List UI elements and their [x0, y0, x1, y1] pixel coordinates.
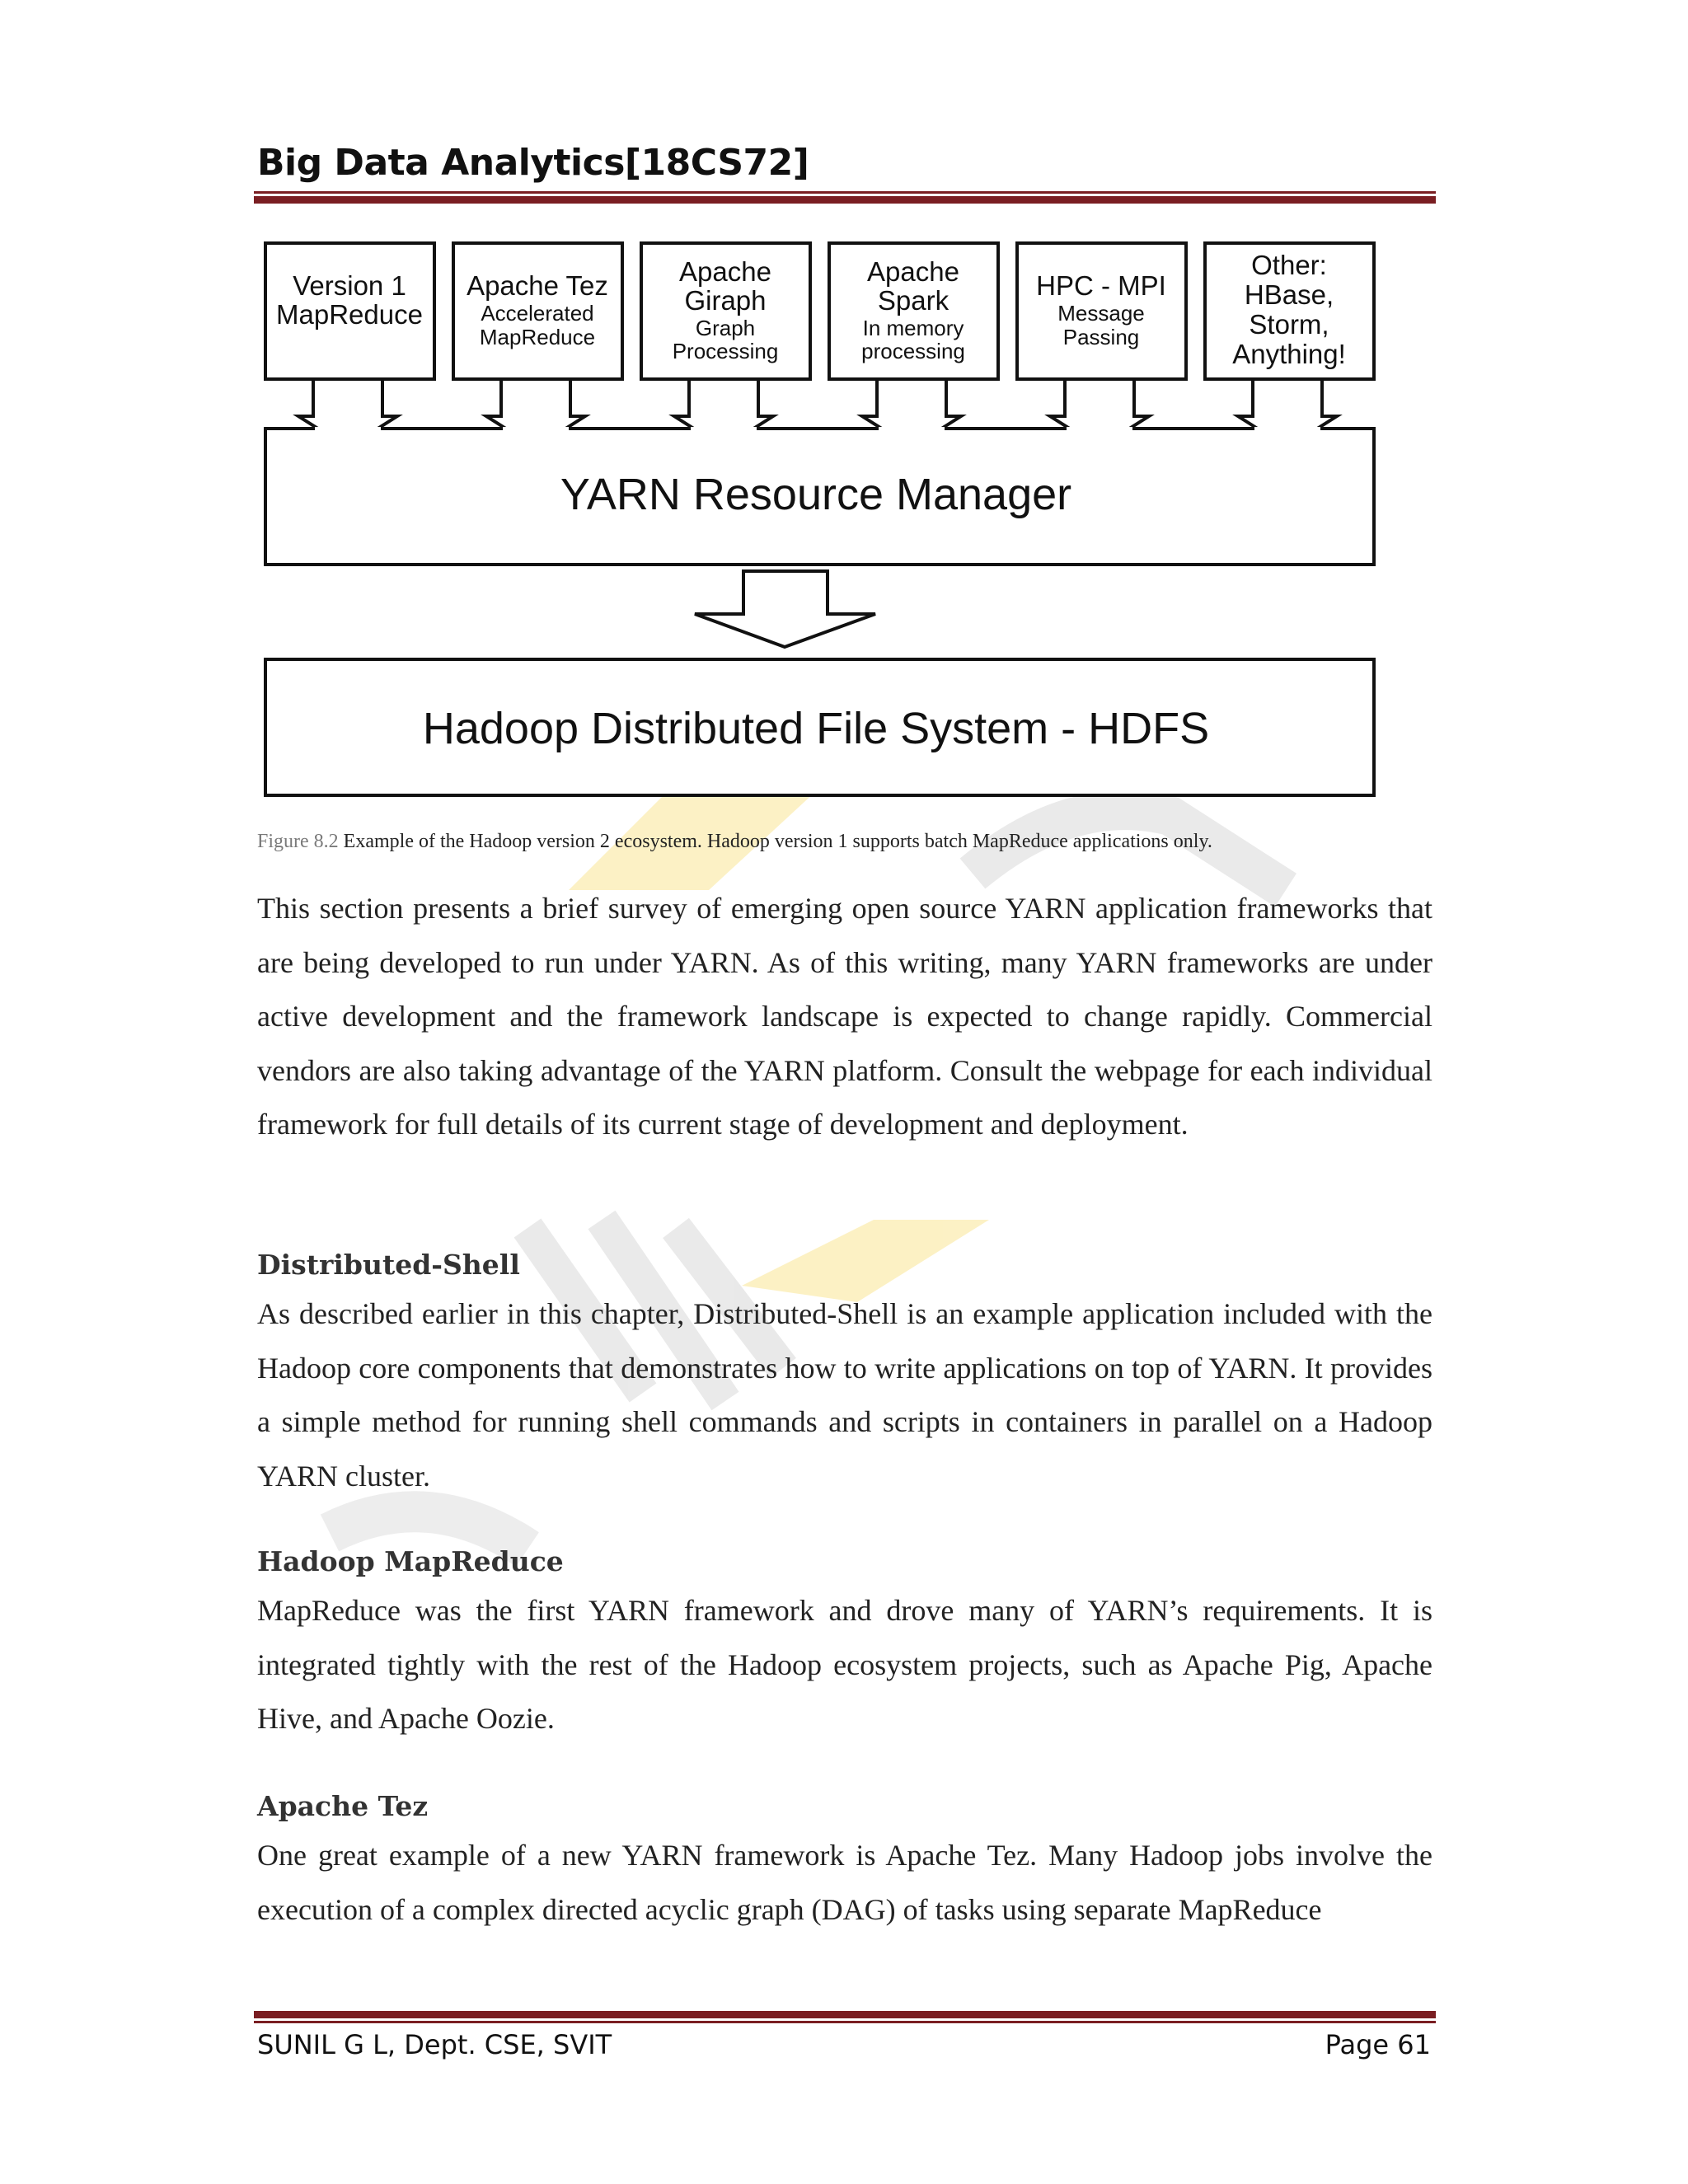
framework-3-line1: Apache [679, 256, 771, 287]
framework-2-line1: Apache Tez [467, 270, 608, 301]
framework-4-line1: Apache [867, 256, 959, 287]
watermark-gray-arc-lower [330, 1511, 528, 1549]
section-body-distributed-shell: As described earlier in this chapter, Distributed-Shell is an example application included with the Hadoop core components that demonstrates how to write applications on top of YARN. It provides a simple method for running shell commands and scripts in containers in parallel on a Hadoop YARN cluster. [257, 1297, 1432, 1493]
yarn-resource-manager-label: YARN Resource Manager [560, 470, 1072, 519]
intro-paragraph: This section presents a brief survey of emerging open source YARN application frameworks that are being developed to run under YARN. As of this writing, many YARN frameworks are under active development and the framework landscape is expected to change rapidly. Commercial vendors are also taking advantage of the YARN platform. Consult the webpage for each individual framework for full details of its current stage of development and deployment. [257, 892, 1432, 1141]
framework-5-line2: Message [1057, 301, 1145, 326]
section-heading-hadoop-mapreduce: Hadoop MapReduce [257, 1545, 564, 1577]
framework-3-line2: Giraph [684, 285, 767, 316]
framework-2-line2: Accelerated [481, 301, 594, 326]
footer-page-number: Page 61 [1325, 2029, 1431, 2060]
footer-rule [254, 2011, 1436, 2023]
yarn-ecosystem-diagram [247, 235, 1385, 804]
framework-2-line3: MapReduce [479, 325, 596, 349]
framework-6-line3: Storm, [1249, 309, 1329, 340]
framework-6-line2: HBase, [1244, 279, 1334, 310]
footer-author: SUNIL G L, Dept. CSE, SVIT [257, 2029, 612, 2060]
section-body-hadoop-mapreduce: MapReduce was the first YARN framework and drove many of YARN’s requirements. It is integrated tightly with the rest of the Hadoop ecosystem projects, such as Apache Pig, Apache Hive, and Apache Oozie. [257, 1594, 1432, 1735]
yarn-to-hdfs-arrow [695, 571, 875, 647]
framework-4-line2: Spark [877, 285, 950, 316]
figure-label: Figure 8.2 [257, 831, 339, 852]
framework-5-line1: HPC - MPI [1036, 270, 1166, 301]
framework-6-line1: Other: [1251, 250, 1327, 280]
hdfs-label: Hadoop Distributed File System - HDFS [422, 704, 1210, 753]
section-heading-distributed-shell: Distributed-Shell [257, 1249, 520, 1281]
framework-6-line4: Anything! [1232, 339, 1346, 369]
figure-caption-text: Example of the Hadoop version 2 ecosystem. Hadoop version 1 supports batch MapReduce applications only. [343, 831, 1212, 852]
framework-1-line1: Version 1 [293, 270, 406, 301]
framework-4-line4: processing [861, 339, 965, 363]
framework-4-line3: In memory [862, 316, 964, 340]
section-body-apache-tez: One great example of a new YARN framework is Apache Tez. Many Hadoop jobs involve the execution of a complex directed acyclic graph (DAG) of tasks using separate MapReduce [257, 1839, 1432, 1926]
page-header-title: Big Data Analytics[18CS72] [257, 142, 809, 184]
figure-caption [257, 831, 1212, 853]
section-heading-apache-tez: Apache Tez [257, 1790, 429, 1822]
framework-5-line3: Passing [1062, 325, 1140, 349]
header-rule [254, 191, 1436, 204]
framework-3-line4: Processing [672, 339, 779, 363]
framework-3-line3: Graph [695, 316, 756, 340]
framework-1-line2: MapReduce [276, 299, 423, 330]
